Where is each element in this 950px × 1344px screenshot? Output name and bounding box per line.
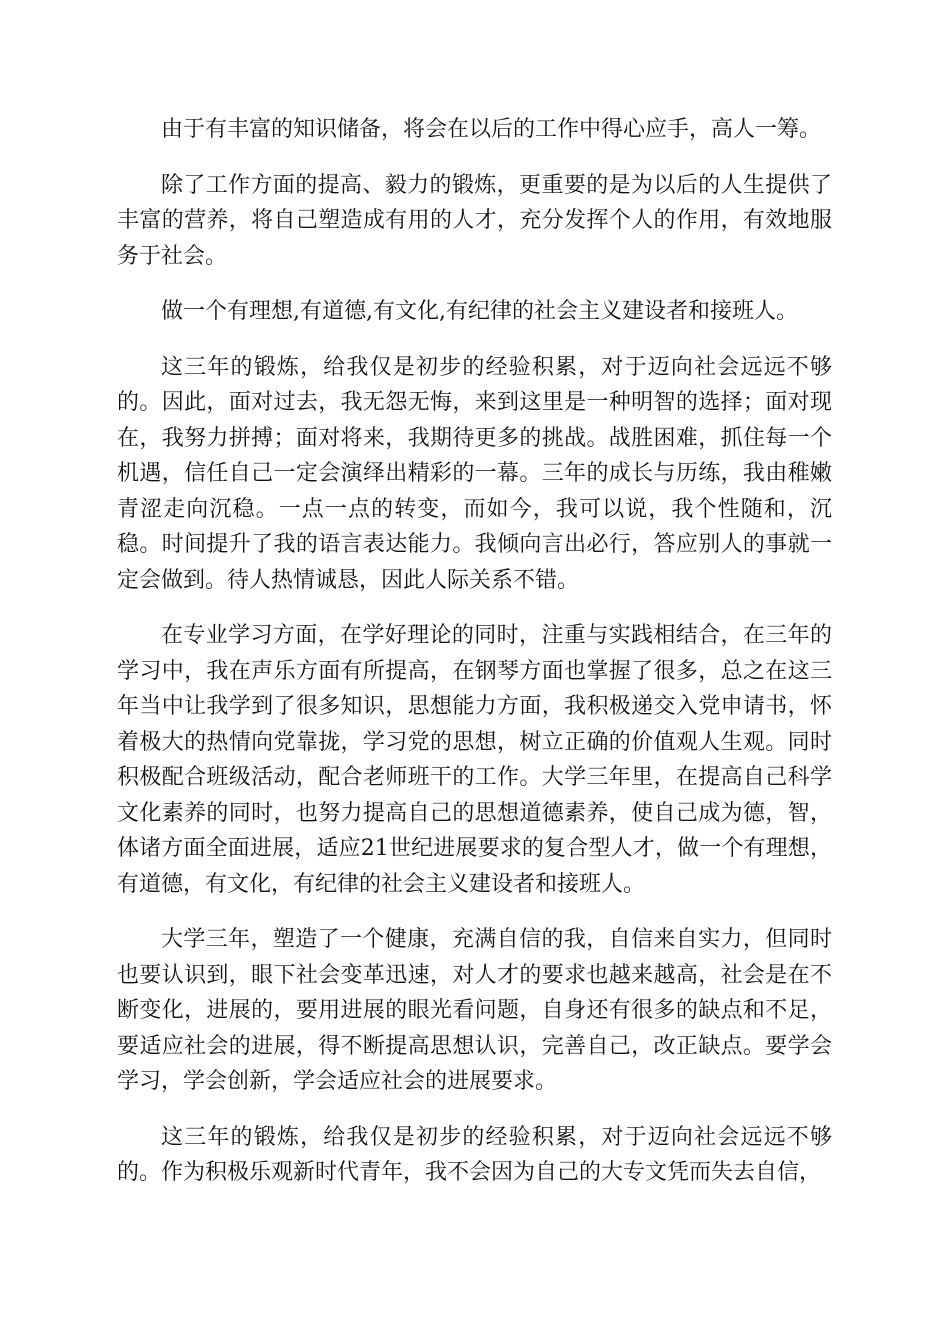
paragraph-3: 做一个有理想,有道德,有文化,有纪律的社会主义建设者和接班人。 — [161, 299, 798, 324]
document-body — [117, 112, 832, 1211]
paragraph-5: 在专业学习方面，在学好理论的同时，注重与实践相结合，在三年的学习中，我在声乐方面有所提高，在钢琴方面也掌握了很多，总之在这三年当中让我学到了很多知识，思想能力方面，我积极递交入党申请书，怀着极大的热情向党靠拢，学习党的思想，树立正确的价值观人生观。同时积极配合班级活动，配合老师班干的工作。大学三年里，在提高自己科学文化素养的同时，也努力提高自己的思想道德素养，使自己成为德，智，体诸方面全面进展，适应21世纪进展要求的复合型人才，做一个有理想，有道德，有文化，有纪律的社会主义建设者和接班人。 — [117, 623, 832, 897]
paragraph-4: 这三年的锻炼，给我仅是初步的经验积累，对于迈向社会远远不够的。因此，面对过去，我无怨无悔，来到这里是一种明智的选择；面对现在，我努力拼搏；面对将来，我期待更多的挑战。战胜困难，抓住每一个机遇，信任自己一定会演绎出精彩的一幕。三年的成长与历练，我由稚嫩青涩走向沉稳。一点一点的转变，而如今，我可以说，我个性随和，沉稳。时间提升了我的语言表达能力。我倾向言出必行，答应别人的事就一定会做到。待人热情诚恳，因此人际关系不错。 — [117, 354, 832, 593]
paragraph-6: 大学三年，塑造了一个健康，充满自信的我，自信来自实力，但同时也要认识到，眼下社会变革迅速，对人才的要求也越来越高，社会是在不断变化，进展的，要用进展的眼光看问题，自身还有很多的缺点和不足，要适应社会的进展，得不断提高思想认识，完善自己，改正缺点。要学会学习，学会创新，学会适应社会的进展要求。 — [117, 927, 832, 1094]
paragraph-2: 除了工作方面的提高、毅力的锻炼，更重要的是为以后的人生提供了丰富的营养，将自己塑造成有用的人才，充分发挥个人的作用，有效地服务于社会。 — [117, 172, 832, 269]
paragraph-1: 由于有丰富的知识储备，将会在以后的工作中得心应手，高人一筹。 — [161, 117, 822, 142]
paragraph-7: 这三年的锻炼，给我仅是初步的经验积累，对于迈向社会远远不够的。作为积极乐观新时代青年，我不会因为自己的大专文凭而失去自信， — [117, 1124, 832, 1185]
